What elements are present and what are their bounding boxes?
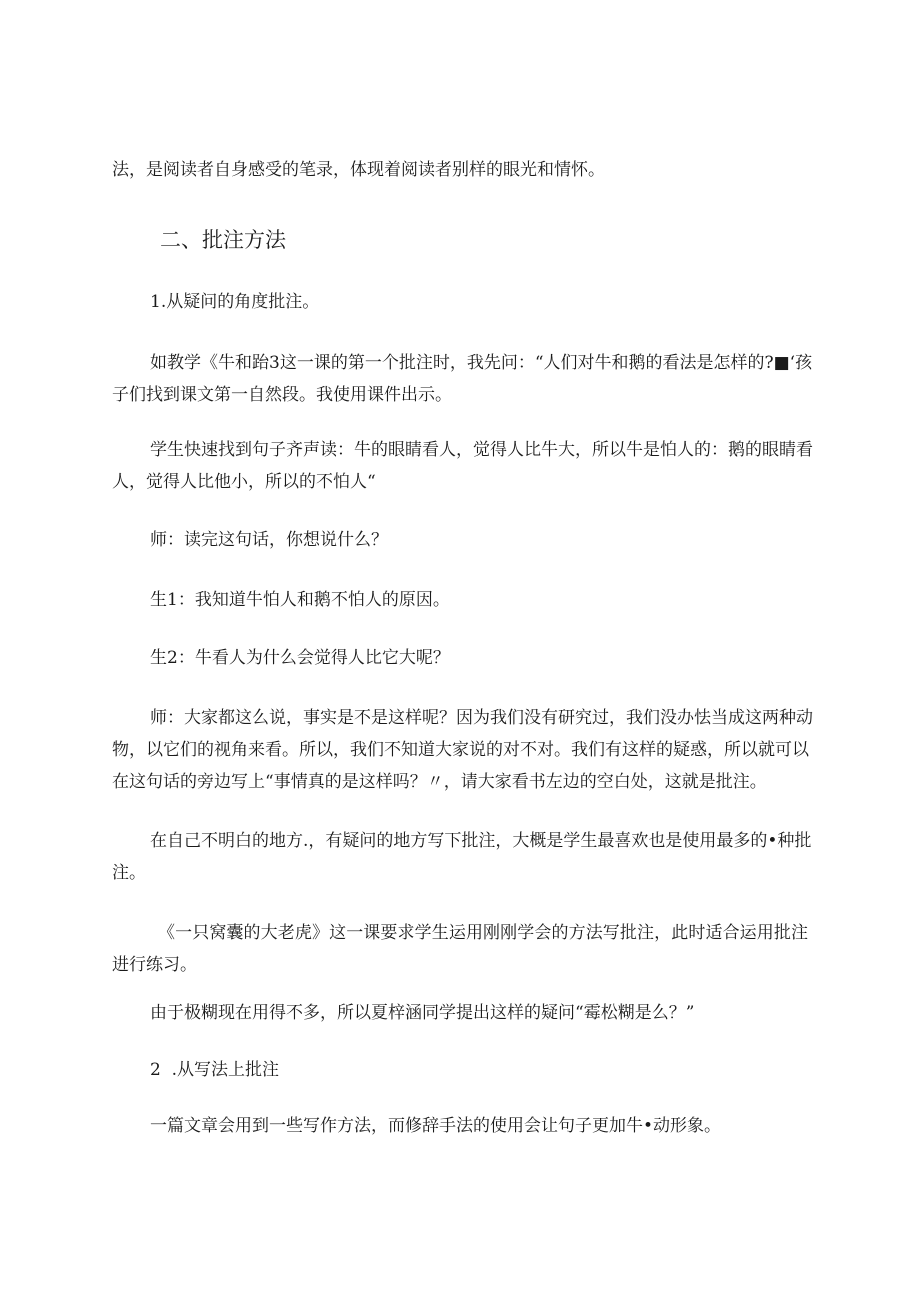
paragraph-line: 注。 [112,863,146,883]
paragraph-line: 由于极糊现在用得不多，所以夏梓涵同学提出这样的疑问“霉松糊是么？” [150,1003,695,1023]
paragraph-line: 物，以它们的视角来看。所以，我们不知道大家说的对不对。我们有这样的疑惑，所以就可以 [112,740,809,760]
paragraph-line: 法，是阅读者自身感受的笔录，体现着阅读者别样的眼光和情怀。 [112,160,605,180]
paragraph-line: 生2：牛看人为什么会觉得人比它大呢？ [150,648,450,668]
paragraph-line: 子们找到课文第一自然段。我使用课件出示。 [112,385,452,405]
subsection-heading: 1.从疑问的角度批注。 [150,292,320,312]
paragraph-line: 师：大家都这么说，事实是不是这样呢？因为我们没有研究过，我们没办怯当成这两种动 [150,708,813,728]
section-heading: 二、批注方法 [160,228,286,252]
paragraph-line: 人，觉得人比他小，所以的不怕人“ [112,472,376,492]
paragraph-line: 《一只窝囊的大老虎》这一课要求学生运用刚刚学会的方法写批注，此时适合运用批注 [158,923,808,943]
paragraph-line: 如教学《牛和跆3这一课的第一个批注时，我先问：“人们对牛和鹅的看法是怎样的?■‘孩 [150,353,813,373]
paragraph-line: 在自己不明白的地方.，有疑问的地方写下批注，大概是学生最喜欢也是使用最多的•种批 [150,831,812,851]
paragraph-line: 一篇文章会用到一些写作方法，而修辞手法的使用会让句子更加牛•动形象。 [150,1116,722,1136]
paragraph-line: 生1：我知道牛怕人和鹅不怕人的原因。 [150,590,450,610]
paragraph-line: 在这句话的旁边写上“事情真的是这样吗？〃，请大家看书左边的空白处，这就是批注。 [112,772,767,792]
subsection-heading: 2 .从写法上批注 [150,1060,280,1080]
paragraph-line: 师：读完这句话，你想说什么？ [150,530,388,550]
paragraph-line: 学生快速找到句子齐声读：牛的眼睛看人，觉得人比牛大，所以牛是怕人的：鹅的眼睛看 [150,440,813,460]
paragraph-line: 进行练习。 [112,955,197,975]
